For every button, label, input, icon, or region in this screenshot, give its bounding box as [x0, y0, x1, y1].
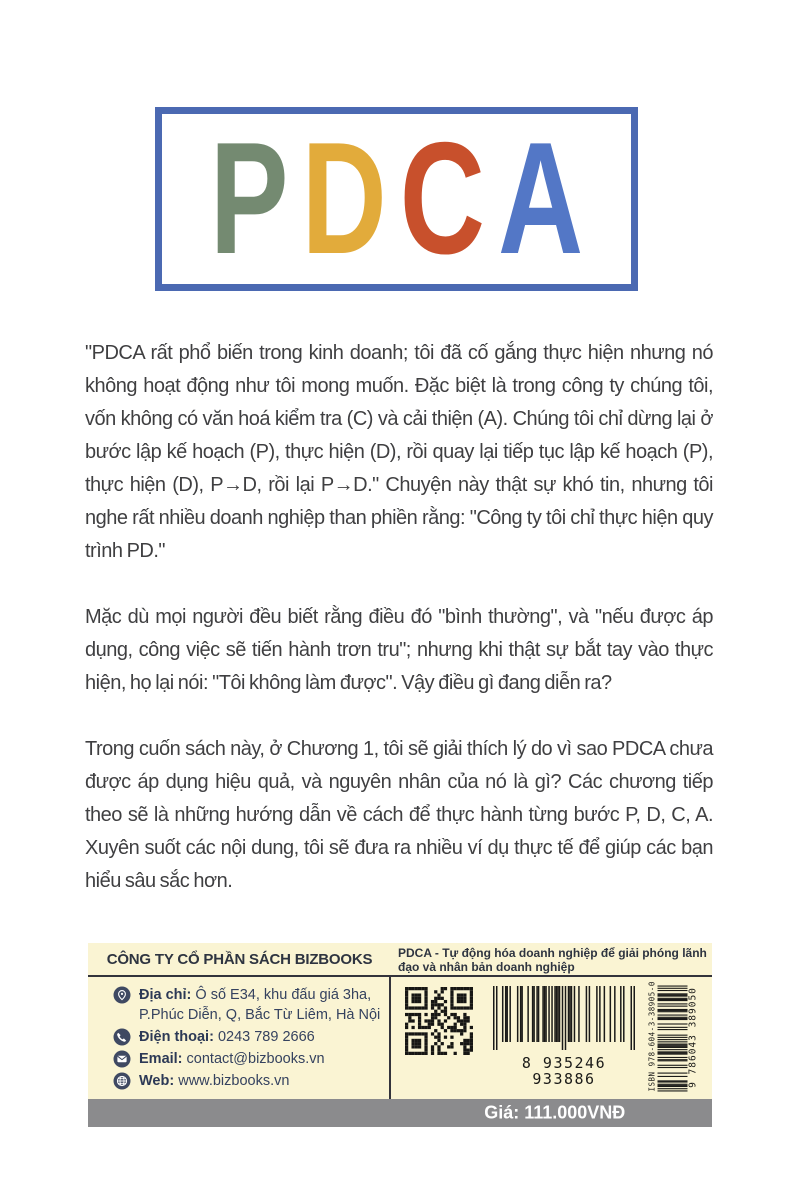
paragraph-2: Mặc dù mọi người đều biết rằng điều đó "bình thường", và "nếu được áp dụng, công việc sẽ tiến hành trơn tru"; nhưng khi thật sự bắt tay vào thực hiện, họ lại nói: "Tôi không làm được". Vậy điều gì đang diễn ra?: [85, 606, 713, 694]
location-pin-icon: [113, 986, 131, 1004]
price-bar: [88, 1099, 712, 1127]
email-icon: [113, 1050, 131, 1068]
contact-row-address: [113, 985, 383, 1025]
contact-value: contact@bizbooks.vn: [186, 1051, 325, 1067]
ean-barcode: [493, 986, 635, 1087]
paragraph-1: "PDCA rất phổ biến trong kinh doanh; tôi đã cố gắng thực hiện nhưng nó không hoạt động như tôi mong muốn. Đặc biệt là trong công ty chúng tôi, vốn không có văn hoá kiểm tra (C) và cải thiện (A). Chúng tôi chỉ dừng lại ở bước lập kế hoạch (P), thực hiện (D), rồi quay lại tiếp tục lập kế hoạch (P), thực hiện (D), P→D, rồi lại P→D." Chuyện này thật sự khó tin, nhưng tôi nghe rất nhiều doanh nghiệp than phiền rằng: "Công ty tôi chỉ thực hiện quy trình PD.": [85, 342, 713, 562]
contact-value: 0243 789 2666: [217, 1029, 315, 1045]
publisher-company-name: CÔNG TY CỔ PHẦN SÁCH BIZBOOKS: [106, 950, 373, 968]
publisher-box: [88, 943, 712, 1127]
contact-value: www.bizbooks.vn: [178, 1073, 290, 1089]
contact-row-email: [113, 1049, 383, 1069]
globe-icon: [113, 1072, 131, 1090]
contact-value-line2: P.Phúc Diễn, Q, Bắc Từ Liêm, Hà Nội: [139, 1007, 381, 1023]
contact-value: Ô số E34, khu đấu giá 3ha,: [195, 987, 372, 1003]
price-label: Giá: 111.000VNĐ: [484, 1102, 626, 1123]
publisher-header: [88, 943, 712, 977]
book-title: PDCA - Tự động hóa doanh nghiệp để giải phóng lãnh đạo và nhân bản doanh nghiệp: [398, 946, 707, 974]
isbn-barcode: [647, 980, 702, 1091]
logo-letter-p: P: [209, 109, 289, 289]
logo-letter-d: D: [301, 109, 387, 289]
qr-code: [405, 987, 473, 1055]
phone-icon: [113, 1028, 131, 1046]
contact-row-web: [113, 1071, 383, 1091]
contact-row-phone: [113, 1027, 383, 1047]
ean-digits: 8 935246 933886: [521, 1054, 607, 1088]
contact-label: Địa chỉ:: [139, 987, 192, 1003]
isbn-digits: 9 786043 389050: [687, 986, 698, 1088]
codes-column: [391, 977, 710, 1099]
logo-letter-c: C: [399, 109, 485, 289]
pdca-logo: [155, 107, 638, 291]
back-cover-text: [85, 337, 713, 898]
isbn-label: ISBN 978-604-3-38905-0: [647, 980, 656, 1091]
contact-label: Email:: [139, 1051, 183, 1067]
publisher-content: [88, 977, 712, 1099]
contact-column: [88, 977, 391, 1099]
contact-label: Web:: [139, 1073, 175, 1089]
paragraph-3: Trong cuốn sách này, ở Chương 1, tôi sẽ giải thích lý do vì sao PDCA chưa được áp dụng hiệu quả, và nguyên nhân của nó là gì? Các chương tiếp theo sẽ là những hướng dẫn về cách để thực hành từng bước P, D, C, A. Xuyên suốt các nội dung, tôi sẽ đưa ra nhiều ví dụ thực tế để giúp các bạn hiểu sâu sắc hơn.: [85, 738, 713, 892]
contact-label: Điện thoại:: [139, 1029, 214, 1045]
logo-letter-a: A: [497, 109, 584, 289]
